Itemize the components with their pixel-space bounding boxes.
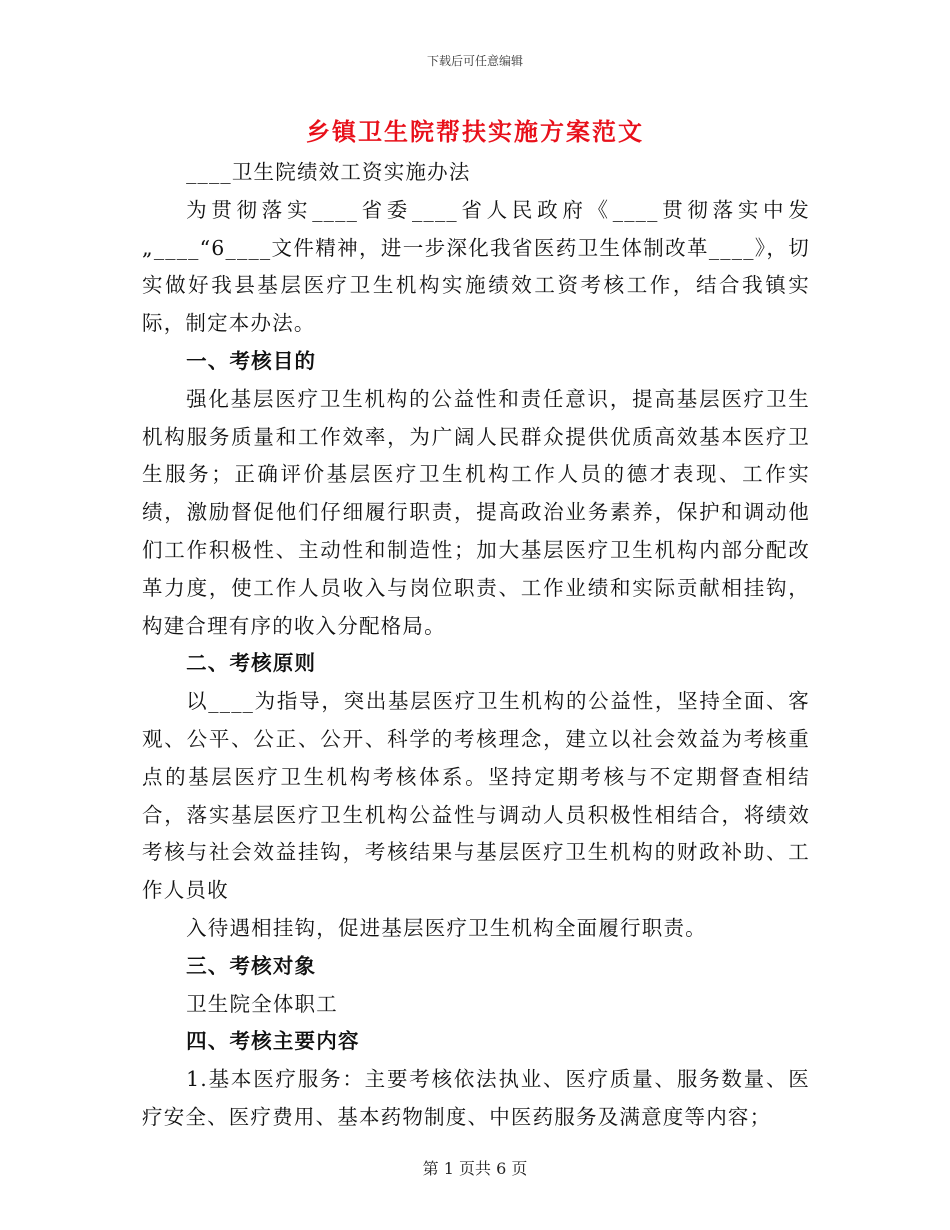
body-paragraph: ____卫生院绩效工资实施办法 bbox=[186, 160, 471, 184]
body-paragraph: 为贯彻落实____省委____省人民政府《____贯彻落实中发„____“6____文件精神，进一步深化我省医药卫生体制改革____》，切实做好我县基层医疗卫生机构实施绩效工资考核工作，结合我镇实际，制定本办法。 bbox=[142, 197, 810, 336]
body-paragraph: 强化基层医疗卫生机构的公益性和责任意识，提高基层医疗卫生机构服务质量和工作效率，为广阔人民群众提供优质高效基本医疗卫生服务；正确评价基层医疗卫生机构工作人员的德才表现、工作实绩，激励督促他们仔细履行职责，提高政治业务素养，保护和调动他们工作积极性、主动性和制造性；加大基层医疗卫生机构内部分配改革力度，使工作人员收入与岗位职责、工作业绩和实际贡献相挂钩，构建合理有序的收入分配格局。 bbox=[142, 386, 810, 638]
body-paragraph: 入待遇相挂钩，促进基层医疗卫生机构全面履行职责。 bbox=[186, 915, 707, 940]
document-body bbox=[142, 154, 810, 1137]
body-paragraph: 卫生院全体职工 bbox=[186, 991, 338, 1016]
body-paragraph: 1.基本医疗服务：主要考核依法执业、医疗质量、服务数量、医疗安全、医疗费用、基本药物制度、中医药服务及满意度等内容； bbox=[142, 1067, 810, 1129]
section-heading: 一、考核目的 bbox=[186, 348, 317, 373]
page-footer: 第 1 页共 6 页 bbox=[422, 1159, 528, 1178]
body-paragraph: 以____为指导，突出基层医疗卫生机构的公益性，坚持全面、客观、公平、公正、公开、科学的考核理念，建立以社会效益为考核重点的基层医疗卫生机构考核体系。坚持定期考核与不定期督查相结合，落实基层医疗卫生机构公益性与调动人员积极性相结合，将绩效考核与社会效益挂钩，考核结果与基层医疗卫生机构的财政补助、工作人员收 bbox=[142, 689, 810, 903]
section-heading: 二、考核原则 bbox=[186, 651, 317, 676]
section-heading: 四、考核主要内容 bbox=[186, 1029, 360, 1054]
page-header-note: 下载后可任意编辑 bbox=[426, 54, 523, 68]
document-title: 乡镇卫生院帮扶实施方案范文 bbox=[306, 117, 644, 146]
section-heading: 三、考核对象 bbox=[186, 953, 317, 978]
